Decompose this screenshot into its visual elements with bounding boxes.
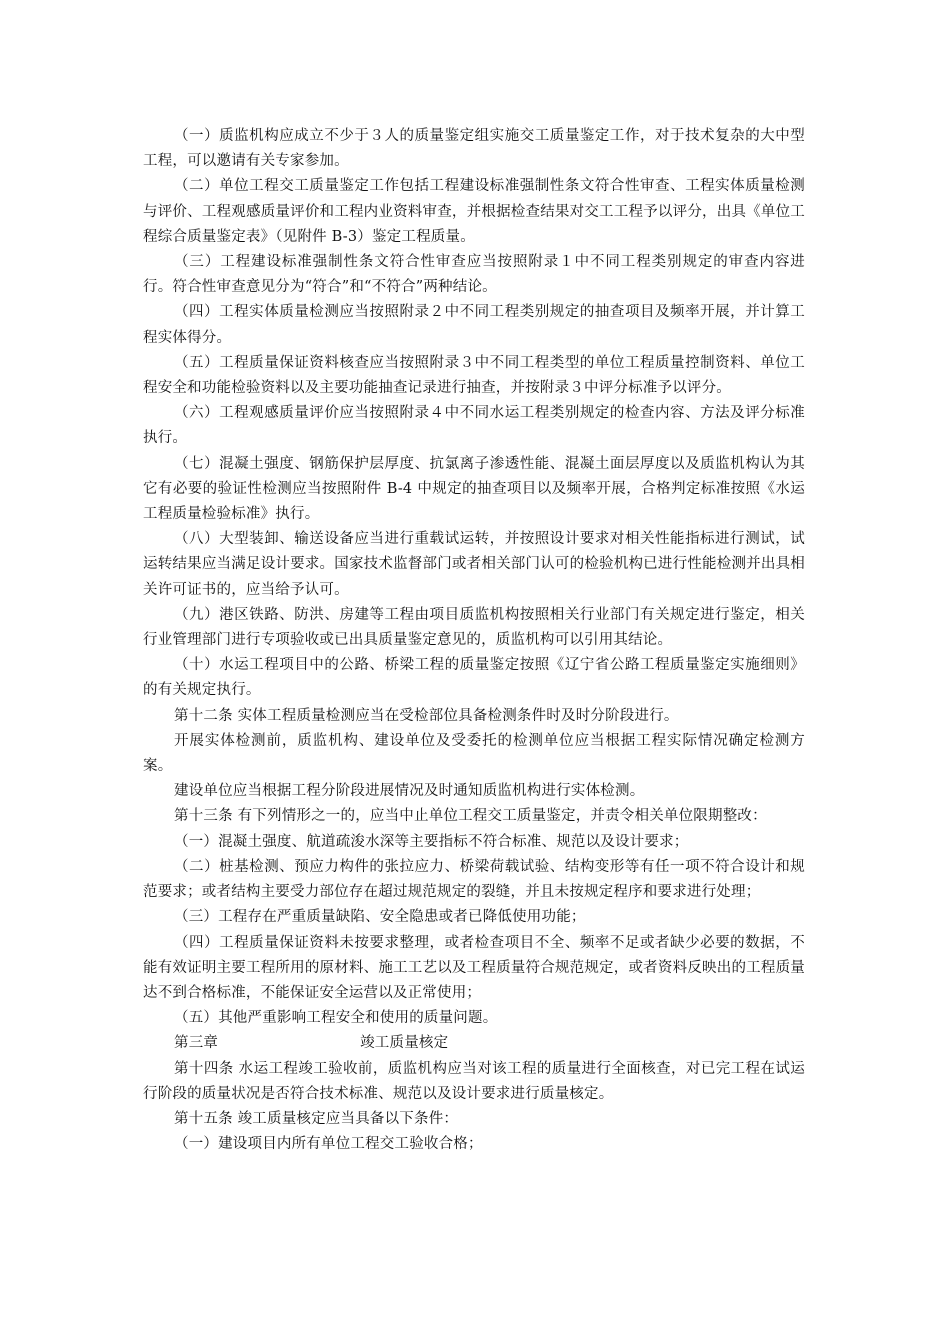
paragraph-1: （一）质监机构应成立不少于３人的质量鉴定组实施交工质量鉴定工作，对于技术复杂的大中型工程，可以邀请有关专家参加。	[143, 128, 805, 170]
article-13: 第十三条 有下列情形之一的，应当中止单位工程交工质量鉴定，并责令相关单位限期整改：	[174, 808, 767, 825]
paragraph-4: （四）工程实体质量检测应当按照附录２中不同工程类别规定的抽查项目及频率开展，并计算工程实体得分。	[143, 304, 805, 346]
paragraph-2: （二）单位工程交工质量鉴定工作包括工程建设标准强制性条文符合性审查、工程实体质量检测与评价、工程观感质量评价和工程内业资料审查，并根据检查结果对交工工程予以评分，出具《单位工程综合质量鉴定表》（见附件 B-3）鉴定工程质量。	[143, 178, 805, 245]
paragraph-3: （三）工程建设标准强制性条文符合性审查应当按照附录１中不同工程类别规定的审查内容进行。符合性审查意见分为“符合”和“不符合”两种结论。	[143, 254, 805, 296]
chapter-number: 第三章	[174, 1035, 219, 1052]
document-body	[143, 124, 805, 1157]
paragraph-10: （十）水运工程项目中的公路、桥梁工程的质量鉴定按照《辽宁省公路工程质量鉴定实施细则》的有关规定执行。	[143, 657, 805, 699]
article-12: 第十二条 实体工程质量检测应当在受检部位具备检测条件时及时分阶段进行。	[174, 707, 679, 724]
paragraph-16: （二）桩基检测、预应力构件的张拉应力、桥梁荷载试验、结构变形等有任一项不符合设计和规范要求；或者结构主要受力部位存在超过规范规定的裂缝，并且未按规定程序和要求进行处理；	[143, 858, 805, 901]
paragraph-8: （八）大型装卸、输送设备应当进行重载试运转，并按照设计要求对相关性能指标进行测试，试运转结果应当满足设计要求。国家技术监督部门或者相关部门认可的检验机构已进行性能检测并出具相关许可证书的，应当给予认可。	[143, 531, 805, 598]
paragraph-13: 建设单位应当根据工程分阶段进展情况及时通知质监机构进行实体检测。	[174, 783, 645, 800]
paragraph-9: （九）港区铁路、防洪、房建等工程由项目质监机构按照相关行业部门有关规定进行鉴定，相关行业管理部门进行专项验收或已出具质量鉴定意见的，质监机构可以引用其结论。	[143, 606, 805, 649]
article-14: 第十四条 水运工程竣工验收前，质监机构应当对该工程的质量进行全面核查，对已完工程在试运行阶段的质量状况是否符合技术标准、规范以及设计要求进行质量核定。	[143, 1060, 805, 1102]
article-15: 第十五条 竣工质量核定应当具备以下条件：	[174, 1110, 459, 1127]
chapter-heading	[143, 1031, 805, 1056]
paragraph-15: （一）混凝土强度、航道疏浚水深等主要指标不符合标准、规范以及设计要求；	[174, 833, 689, 850]
paragraph-5: （五）工程质量保证资料核查应当按照附录３中不同工程类型的单位工程质量控制资料、单位工程安全和功能检验资料以及主要功能抽查记录进行抽查，并按附录３中评分标准予以评分。	[143, 354, 805, 397]
paragraph-17: （三）工程存在严重质量缺陷、安全隐患或者已降低使用功能；	[174, 909, 586, 926]
paragraph-12: 开展实体检测前，质监机构、建设单位及受委托的检测单位应当根据工程实际情况确定检测方案。	[143, 732, 805, 775]
paragraph-18: （四）工程质量保证资料未按要求整理，或者检查项目不全、频率不足或者缺少必要的数据，不能有效证明主要工程所用的原材料、施工工艺以及工程质量符合规范规定，或者资料反映出的工程质量达不到合格标准，不能保证安全运营以及正常使用；	[143, 934, 805, 1001]
paragraph-6: （六）工程观感质量评价应当按照附录４中不同水运工程类别规定的检查内容、方法及评分标准执行。	[143, 405, 805, 447]
paragraph-last: （一）建设项目内所有单位工程交工验收合格；	[174, 1136, 483, 1153]
paragraph-7: （七）混凝土强度、钢筋保护层厚度、抗氯离子渗透性能、混凝土面层厚度以及质监机构认为其它有必要的验证性检测应当按照附件 B-4 中规定的抽查项目以及频率开展，合格判定标准按照《水运工程质量检验标准》执行。	[143, 455, 805, 523]
paragraph-19: （五）其他严重影响工程安全和使用的质量问题。	[174, 1010, 498, 1027]
chapter-title: 竣工质量核定	[360, 1035, 449, 1052]
